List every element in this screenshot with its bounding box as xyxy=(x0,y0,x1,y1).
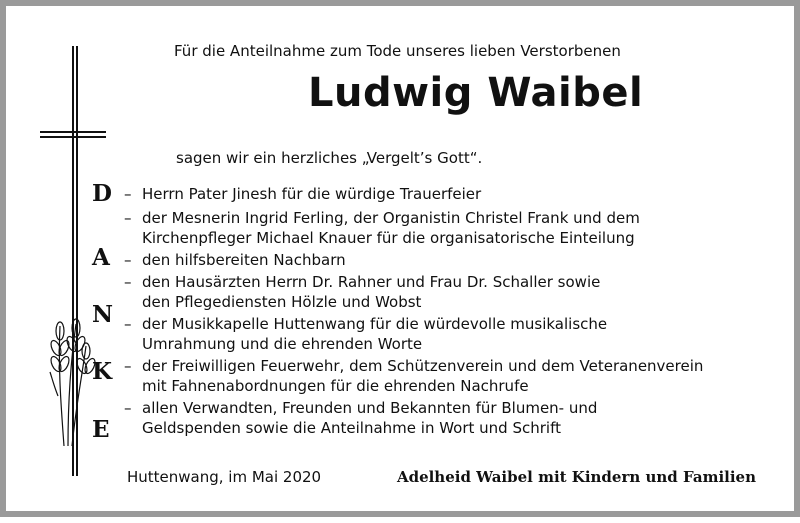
thanks-list xyxy=(124,184,784,438)
list-item xyxy=(124,314,784,354)
list-item-line: allen Verwandten, Freunden und Bekannten für Blumen- und xyxy=(142,399,598,417)
dash: – xyxy=(124,209,132,227)
list-item-line: Geldspenden sowie die Anteilnahme in Wort und Schrift xyxy=(142,419,561,437)
list-item-line: der Freiwilligen Feuerwehr, dem Schützenverein und dem Veteranenverein xyxy=(142,357,704,375)
list-item xyxy=(124,356,784,396)
dash: – xyxy=(124,273,132,291)
list-item-line: mit Fahnenabordnungen für die ehrenden Nachrufe xyxy=(142,377,529,395)
list-item xyxy=(124,208,784,248)
list-item-line: den Hausärzten Herrn Dr. Rahner und Frau Dr. Schaller sowie xyxy=(142,273,601,291)
dash: – xyxy=(124,251,132,269)
dash: – xyxy=(124,399,132,417)
list-item-line: den Pflegediensten Hölzle und Wobst xyxy=(142,293,422,311)
list-item xyxy=(124,398,784,438)
place-date: Huttenwang, im Mai 2020 xyxy=(127,468,322,486)
signature: Adelheid Waibel mit Kindern und Familien xyxy=(396,468,756,486)
deceased-name: Ludwig Waibel xyxy=(308,70,644,116)
thanks-text: sagen wir ein herzliches „Vergelt’s Gott“. xyxy=(176,149,483,167)
intro-text: Für die Anteilnahme zum Tode unseres lieben Verstorbenen xyxy=(174,42,621,60)
list-item xyxy=(124,250,784,270)
list-item-line: der Musikkapelle Huttenwang für die würdevolle musikalische xyxy=(142,315,608,333)
list-item-line: Umrahmung und die ehrenden Worte xyxy=(142,335,423,353)
danke-letter: N xyxy=(92,301,114,328)
danke-letter: K xyxy=(92,358,112,385)
dash: – xyxy=(124,315,132,333)
list-item xyxy=(124,184,784,204)
list-item-line: der Mesnerin Ingrid Ferling, der Organistin Christel Frank und dem xyxy=(142,209,640,227)
danke-letter: D xyxy=(92,180,112,207)
list-item-line: Herrn Pater Jinesh für die würdige Trauerfeier xyxy=(142,185,482,203)
danke-letter: A xyxy=(92,244,110,271)
list-item-line: den hilfsbereiten Nachbarn xyxy=(142,251,346,269)
dash: – xyxy=(124,357,132,375)
list-item-line: Kirchenpfleger Michael Knauer für die organisatorische Einteilung xyxy=(142,229,635,247)
danke-letter: E xyxy=(92,416,110,443)
dash: – xyxy=(124,185,132,203)
list-item xyxy=(124,272,784,312)
